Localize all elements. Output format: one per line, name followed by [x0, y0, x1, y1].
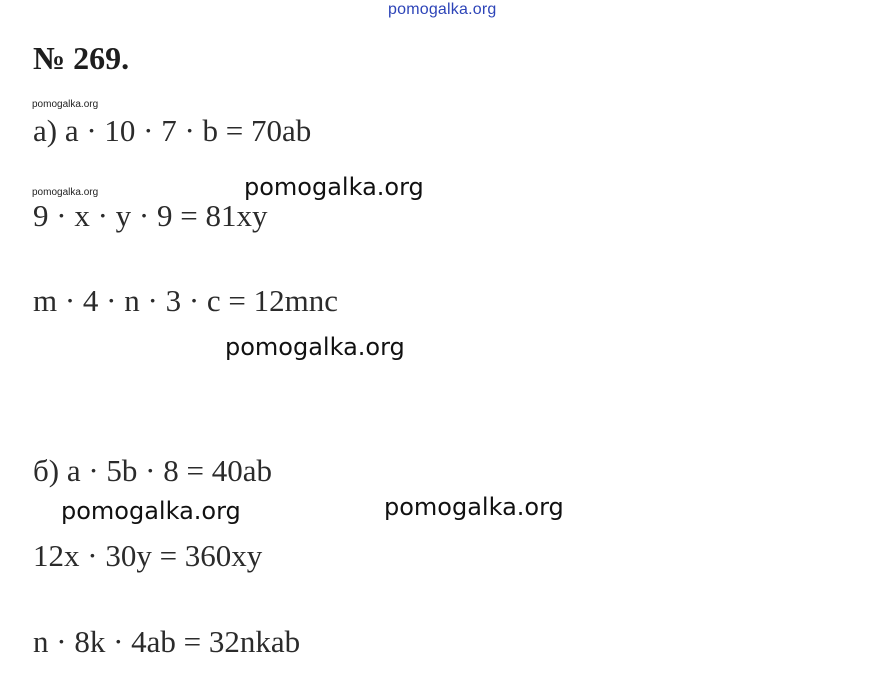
watermark-large: pomogalka.org [244, 173, 424, 201]
equation-b1: б) a · 5b · 8 = 40ab [33, 453, 272, 488]
watermark-large: pomogalka.org [61, 497, 241, 525]
watermark-small: pomogalka.org [32, 99, 99, 110]
equation-a2: 9 · x · y · 9 = 81xy [33, 198, 268, 233]
watermark-small: pomogalka.org [32, 187, 99, 198]
site-watermark-top: pomogalka.org [388, 1, 497, 18]
equation-b3: n · 8k · 4ab = 32nkab [33, 624, 301, 659]
equation-b2: 12x · 30y = 360xy [33, 538, 263, 573]
equation-a3: m · 4 · n · 3 · c = 12mnc [33, 283, 339, 318]
watermark-large: pomogalka.org [225, 333, 405, 361]
problem-number: № 269. [33, 40, 130, 76]
equation-a1: а) a · 10 · 7 · b = 70ab [33, 113, 312, 148]
watermark-large: pomogalka.org [384, 493, 564, 521]
